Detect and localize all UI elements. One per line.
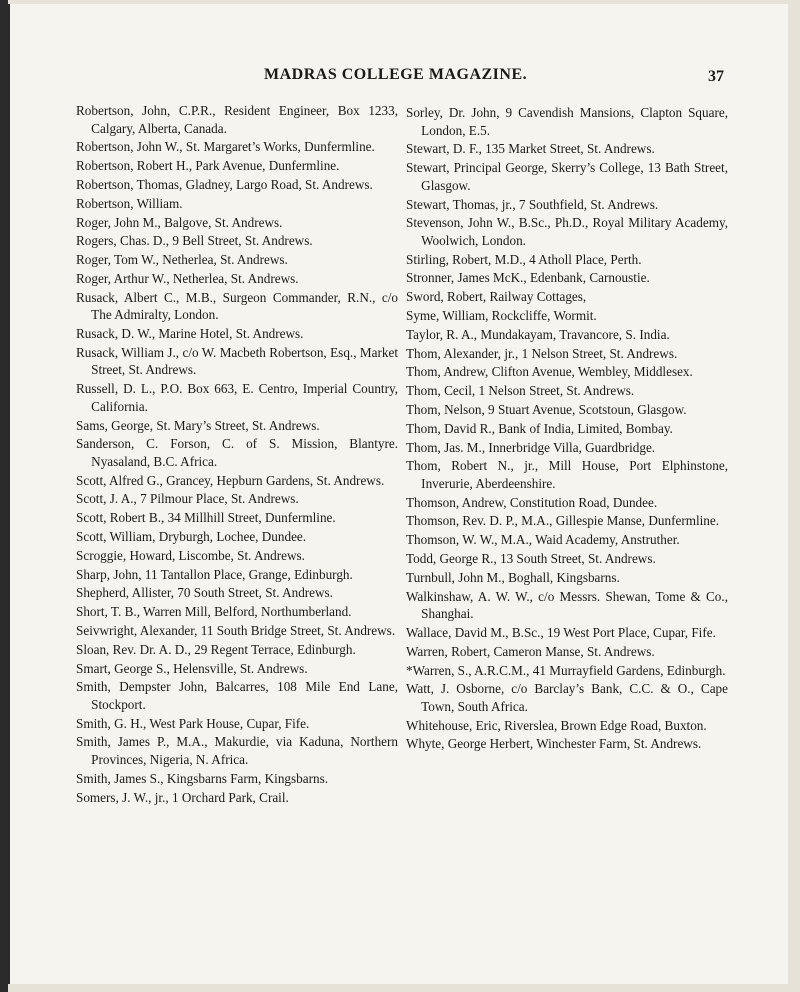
address-entry: Smith, G. H., West Park House, Cupar, Fife. [76,715,310,731]
address-entry: Wallace, David M., B.Sc., 19 West Port Place, Cupar, Fife. [406,624,716,640]
right-address-column [406,104,728,754]
book-binding-edge [0,0,8,992]
address-entry: Shepherd, Allister, 70 South Street, St. Andrews. [76,585,333,601]
address-entry: Russell, D. L., P.O. Box 663, E. Centro, Imperial Country, California. [76,381,398,414]
address-entry: Walkinshaw, A. W. W., c/o Messrs. Shewan, Tome & Co., Shanghai. [406,588,728,622]
address-entry: Todd, George R., 13 South Street, St. Andrews. [406,551,656,566]
address-entry: Sloan, Rev. Dr. A. D., 29 Regent Terrace, Edinburgh. [76,641,356,657]
address-entry: Stronner, James McK., Edenbank, Carnoustie. [406,270,650,286]
address-entry: Warren, Robert, Cameron Manse, St. Andrews. [406,643,655,659]
address-entry: Whitehouse, Eric, Riverslea, Brown Edge Road, Buxton. [406,717,707,733]
address-entry: Thom, David R., Bank of India, Limited, Bombay. [406,420,673,436]
address-entry: Syme, William, Rockcliffe, Wormit. [406,308,597,324]
address-entry: Taylor, R. A., Mundakayam, Travancore, S. India. [406,326,670,342]
address-entry: Sorley, Dr. John, 9 Cavendish Mansions, Clapton Square, London, E.5. [406,105,728,138]
page-number: 37 [708,68,724,85]
address-entry: Robertson, John, C.P.R., Resident Engineer, Box 1233, Calgary, Alberta, Canada. [76,103,398,136]
address-entry: Rusack, Albert C., M.B., Surgeon Commander, R.N., c/o The Admiralty, London. [76,289,398,323]
address-entry: Rusack, William J., c/o W. Macbeth Robertson, Esq., Market Street, St. Andrews. [76,344,398,378]
address-entry: Sword, Robert, Railway Cottages, [406,289,587,305]
address-entry: Robertson, Thomas, Gladney, Largo Road, St. Andrews. [76,176,373,192]
address-entry: Rogers, Chas. D., 9 Bell Street, St. Andrews. [76,233,313,249]
address-entry: Thomson, W. W., M.A., Waid Academy, Anstruther. [406,532,680,548]
address-entry: Whyte, George Herbert, Winchester Farm, St. Andrews. [406,736,702,752]
address-entry: Watt, J. Osborne, c/o Barclay’s Bank, C.C. & O., Cape Town, South Africa. [406,681,728,714]
address-entry: Stewart, Thomas, jr., 7 Southfield, St. Andrews. [406,196,659,212]
address-entry: Somers, J. W., jr., 1 Orchard Park, Crail. [76,789,289,805]
address-entry: Short, T. B., Warren Mill, Belford, Northumberland. [76,604,352,620]
address-entry: Scott, Alfred G., Grancey, Hepburn Gardens, St. Andrews. [76,472,385,488]
address-entry: Smith, James S., Kingsbarns Farm, Kingsbarns. [76,770,329,786]
address-entry: Turnbull, John M., Boghall, Kingsbarns. [406,569,620,585]
address-entry: Roger, Tom W., Netherlea, St. Andrews. [76,252,288,268]
address-entry: Thom, Jas. M., Innerbridge Villa, Guardbridge. [406,439,656,455]
address-entry: Scott, Robert B., 34 Millhill Street, Dunfermline. [76,510,336,526]
address-entry: Seivwright, Alexander, 11 South Bridge Street, St. Andrews. [76,622,396,638]
address-entry: Thomson, Andrew, Constitution Road, Dundee. [406,494,658,510]
address-entry: Sanderson, C. Forson, C. of S. Mission, Blantyre. Nyasaland, B.C. Africa. [76,436,398,469]
address-entry: *Warren, S., A.R.C.M., 41 Murrayfield Gardens, Edinburgh. [406,662,726,678]
address-entry: Smith, Dempster John, Balcarres, 108 Mile End Lane, Stockport. [76,679,398,712]
page-header-title: MADRAS COLLEGE MAGAZINE. [264,66,528,83]
address-entry: Sams, George, St. Mary’s Street, St. Andrews. [76,417,320,433]
left-address-column [76,102,398,807]
address-entry: Scroggie, Howard, Liscombe, St. Andrews. [76,547,305,563]
address-entry: Thom, Cecil, 1 Nelson Street, St. Andrews. [406,383,635,399]
address-entry: Stirling, Robert, M.D., 4 Atholl Place, Perth. [406,251,642,267]
address-entry: Sharp, John, 11 Tantallon Place, Grange, Edinburgh. [76,566,353,582]
address-entry: Roger, Arthur W., Netherlea, St. Andrews. [76,270,299,286]
address-entry: Smith, James P., M.A., Makurdie, via Kaduna, Northern Provinces, Nigeria, N. Africa. [76,734,398,768]
address-entry: Thom, Alexander, jr., 1 Nelson Street, St. Andrews. [406,345,678,361]
address-entry: Thom, Andrew, Clifton Avenue, Wembley, Middlesex. [406,364,693,380]
address-entry: Scott, William, Dryburgh, Lochee, Dundee. [76,529,307,545]
address-entry: Stewart, Principal George, Skerry’s College, 13 Bath Street, Glasgow. [406,160,728,193]
address-entry: Smart, George S., Helensville, St. Andrews. [76,660,308,676]
address-entry: Stewart, D. F., 135 Market Street, St. Andrews. [406,141,655,157]
address-entry: Thom, Nelson, 9 Stuart Avenue, Scotstoun, Glasgow. [406,401,687,417]
address-entry: Stevenson, John W., B.Sc., Ph.D., Royal Military Academy, Woolwich, London. [406,215,728,248]
address-entry: Roger, John M., Balgove, St. Andrews. [76,214,283,230]
address-entry: Robertson, John W., St. Margaret’s Works, Dunfermline. [76,139,375,155]
address-entry: Rusack, D. W., Marine Hotel, St. Andrews. [76,326,304,341]
magazine-page [8,4,788,984]
address-entry: Thomson, Rev. D. P., M.A., Gillespie Manse, Dunfermline. [406,513,720,529]
address-entry: Robertson, Robert H., Park Avenue, Dunfermline. [76,158,340,174]
address-entry: Thom, Robert N., jr., Mill House, Port Elphinstone, Inverurie, Aberdeenshire. [406,458,728,491]
address-entry: Scott, J. A., 7 Pilmour Place, St. Andrews. [76,491,299,507]
address-entry: Robertson, William. [76,195,183,211]
